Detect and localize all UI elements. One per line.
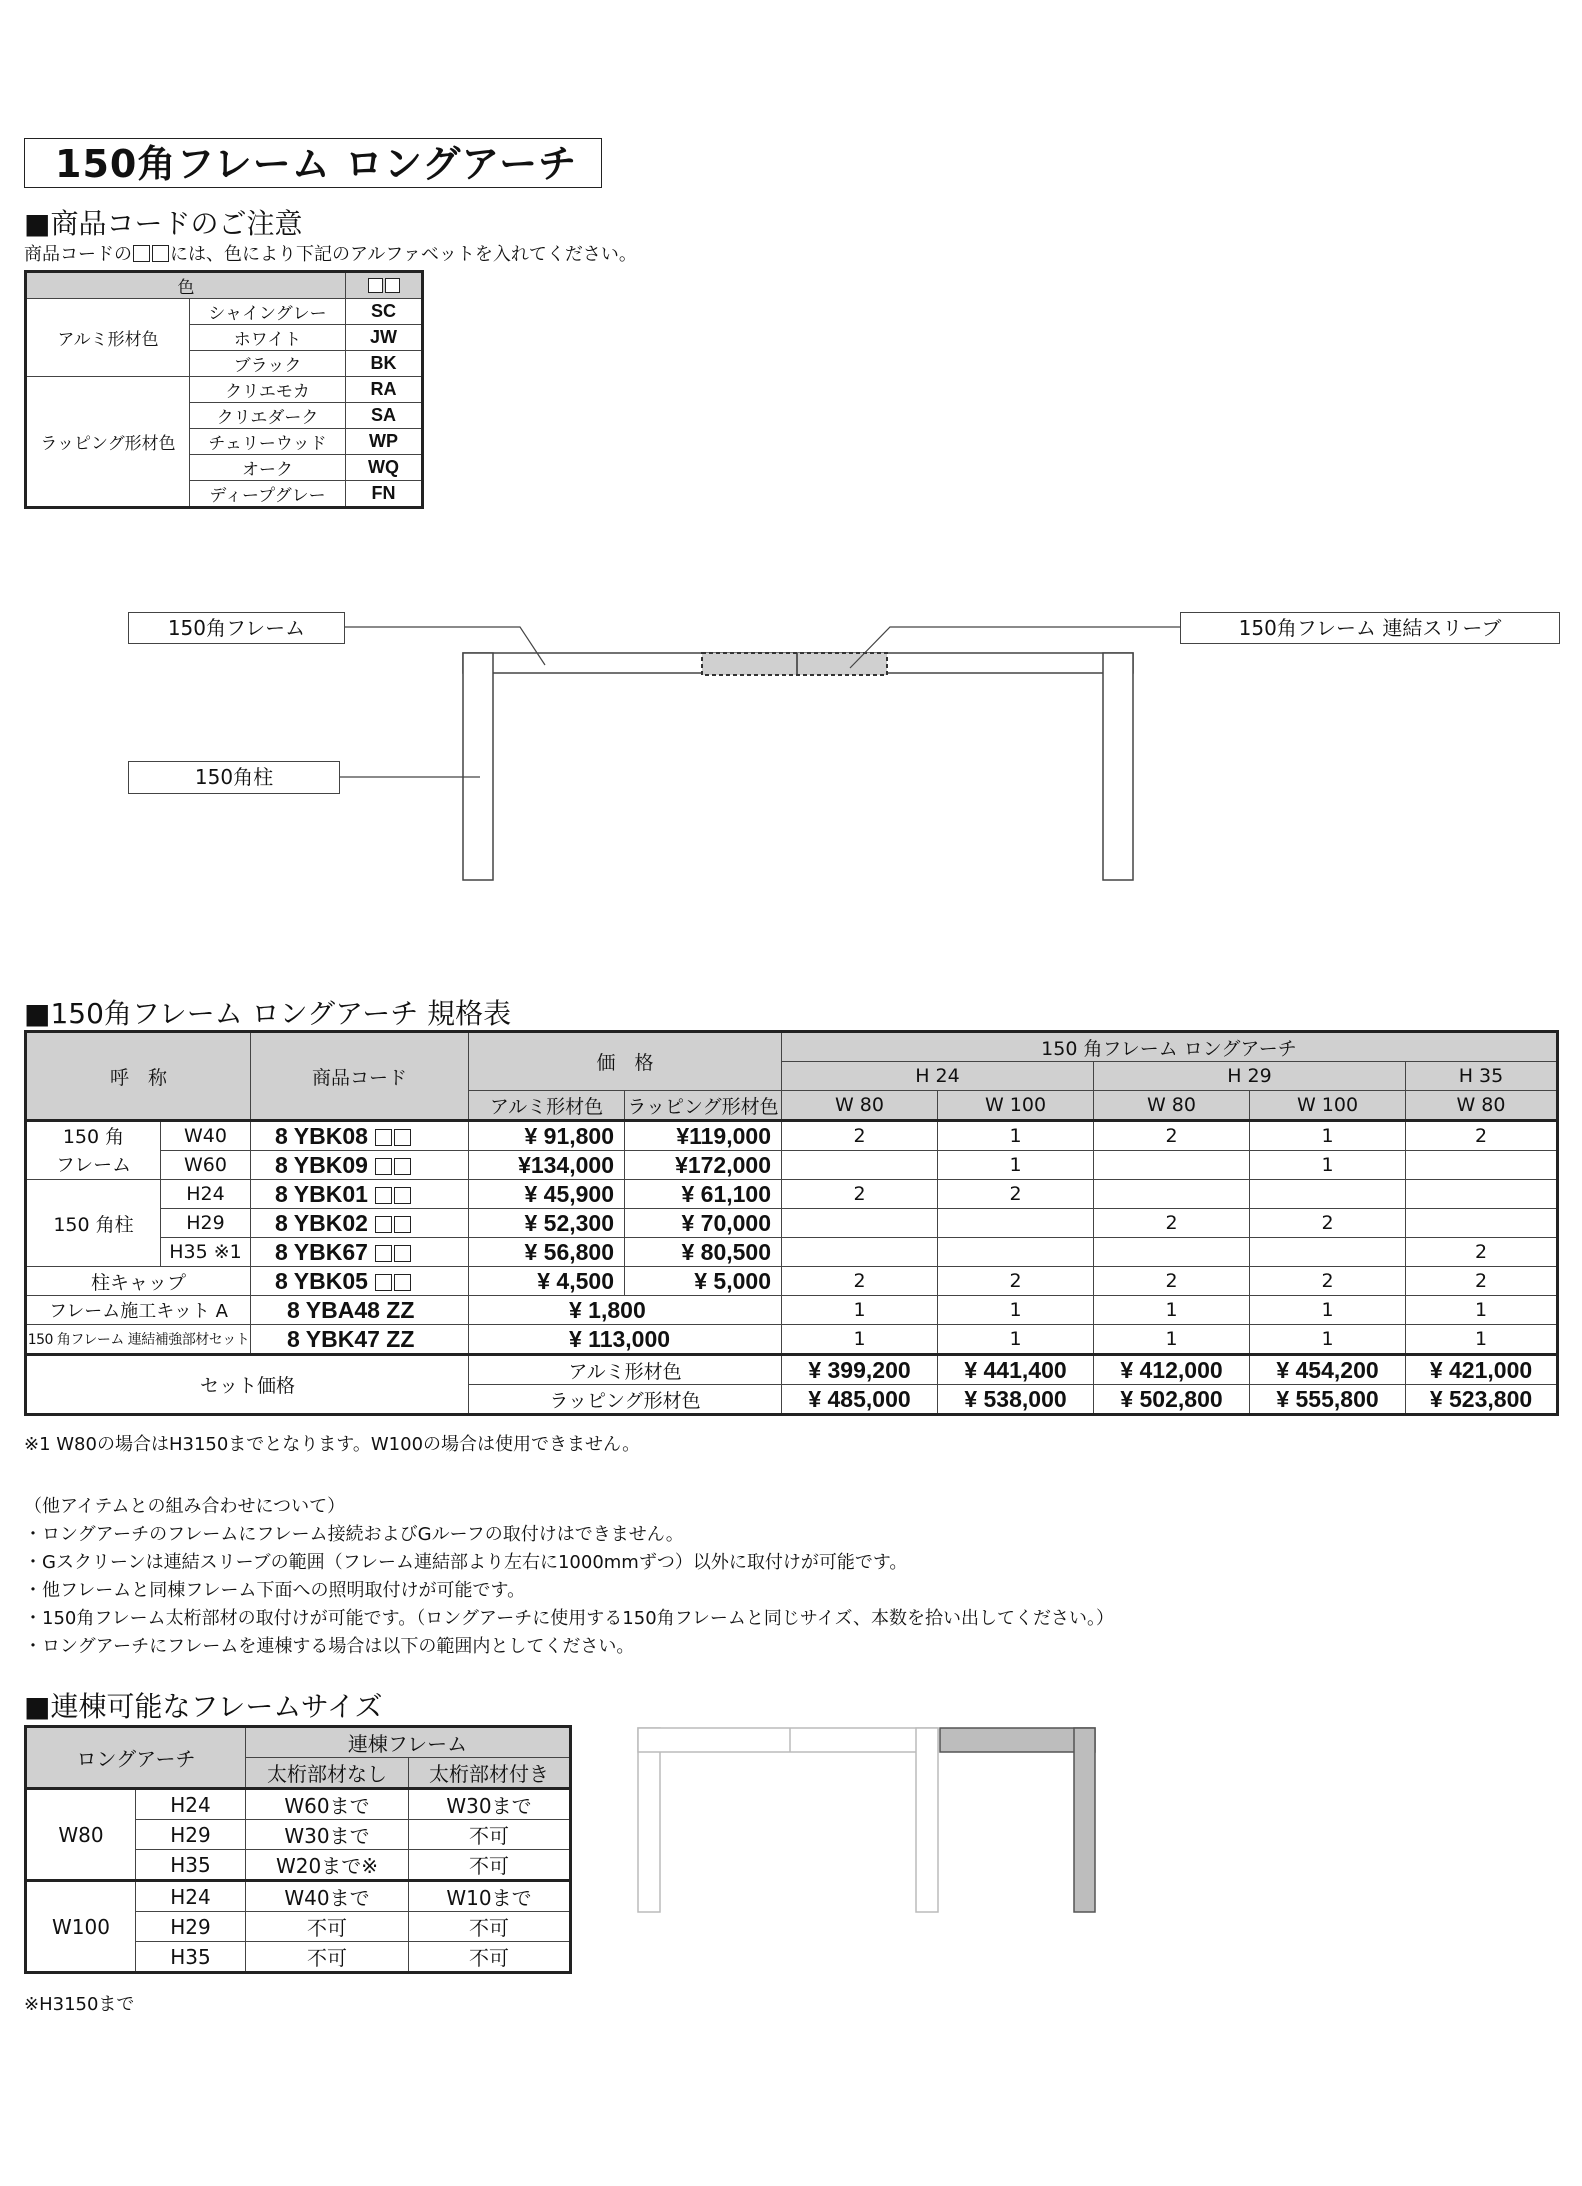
qty: 2 <box>938 1180 1094 1209</box>
h-price: 価 格 <box>469 1032 782 1091</box>
price-alu: ¥ 52,300 <box>469 1209 625 1238</box>
set-price: ¥ 538,000 <box>938 1385 1094 1415</box>
color-label: チェリーウッド <box>190 429 346 455</box>
color-label: ホワイト <box>190 325 346 351</box>
label-post: 150角柱 <box>128 761 340 794</box>
qty: 1 <box>1250 1151 1406 1180</box>
set-price: ¥ 485,000 <box>782 1385 938 1415</box>
product-code: 8 YBK08 <box>251 1121 469 1151</box>
qty: 1 <box>1250 1121 1406 1151</box>
width-group: W80 <box>26 1789 136 1881</box>
price-wrap: ¥ 61,100 <box>625 1180 782 1209</box>
product-code: 8 YBA48 ZZ <box>251 1296 469 1325</box>
h-product: 150 角フレーム ロングアーチ <box>782 1032 1558 1062</box>
height-cell: H29 <box>136 1820 246 1850</box>
sub-label: W40 <box>161 1121 251 1151</box>
no-beam-cell: W40まで <box>246 1881 409 1912</box>
qty: 2 <box>782 1121 938 1151</box>
color-code: FN <box>346 481 423 508</box>
no-beam-cell: 不可 <box>246 1912 409 1942</box>
qty: 1 <box>782 1325 938 1355</box>
item-label: フレーム施工キット A <box>26 1296 251 1325</box>
qty <box>938 1209 1094 1238</box>
h-width: W 80 <box>782 1091 938 1121</box>
group-frame: 150 角 フレーム <box>26 1121 161 1180</box>
qty: 1 <box>1094 1296 1250 1325</box>
h-linked-frame: 連棟フレーム <box>246 1727 571 1758</box>
qty <box>1406 1209 1558 1238</box>
beam-cell: 不可 <box>409 1942 571 1973</box>
note-line: （他アイテムとの組み合わせについて） <box>24 1496 346 1517</box>
set-price: ¥ 441,400 <box>938 1355 1094 1385</box>
qty: 1 <box>1250 1296 1406 1325</box>
price-alu: ¥134,000 <box>469 1151 625 1180</box>
qty: 2 <box>1094 1209 1250 1238</box>
h-alu: アルミ形材色 <box>469 1091 625 1121</box>
set-price: ¥ 555,800 <box>1250 1385 1406 1415</box>
color-code: SC <box>346 299 423 325</box>
code-notice-desc: 商品コードの には、色により下記のアルファベットを入れてください。 <box>24 244 637 265</box>
qty: 1 <box>782 1296 938 1325</box>
height-cell: H24 <box>136 1881 246 1912</box>
label-sleeve: 150角フレーム 連結スリーブ <box>1180 612 1560 644</box>
qty <box>782 1209 938 1238</box>
set-price: ¥ 502,800 <box>1094 1385 1250 1415</box>
color-col-header: 色 <box>26 272 346 299</box>
qty <box>1250 1238 1406 1267</box>
price-wrap: ¥ 70,000 <box>625 1209 782 1238</box>
linked-post <box>1074 1728 1095 1912</box>
h-height: H 24 <box>782 1062 1094 1091</box>
right-post-shape <box>1103 653 1133 880</box>
note-line: ・150角フレーム太桁部材の取付けが可能です。（ロングアーチに使用する150角フレームと同じサイズ、本数を拾い出してください。） <box>24 1608 1115 1629</box>
frame-size-footnote: ※H3150まで <box>24 1994 135 2015</box>
color-code: SA <box>346 403 423 429</box>
page-title: 150角フレーム ロングアーチ <box>24 138 602 188</box>
h-width: W 80 <box>1094 1091 1250 1121</box>
sub-label: H29 <box>161 1209 251 1238</box>
h-name: 呼 称 <box>26 1032 251 1121</box>
color-group-wrap: ラッピング形材色 <box>26 377 190 508</box>
price-alu: ¥ 91,800 <box>469 1121 625 1151</box>
qty: 1 <box>938 1121 1094 1151</box>
arch-left-post <box>638 1728 660 1912</box>
sleeve-shape <box>702 653 887 675</box>
qty: 1 <box>1406 1296 1558 1325</box>
set-row-label: アルミ形材色 <box>469 1355 782 1385</box>
sub-label: H35 ※1 <box>161 1238 251 1267</box>
color-label: ブラック <box>190 351 346 377</box>
color-group-alu: アルミ形材色 <box>26 299 190 377</box>
beam-cell: 不可 <box>409 1820 571 1850</box>
width-group: W100 <box>26 1881 136 1973</box>
h-width: W 100 <box>938 1091 1094 1121</box>
qty <box>1250 1180 1406 1209</box>
no-beam-cell: W60まで <box>246 1789 409 1820</box>
product-code: 8 YBK01 <box>251 1180 469 1209</box>
h-width: W 80 <box>1406 1091 1558 1121</box>
color-code: WP <box>346 429 423 455</box>
price-single: ¥ 1,800 <box>469 1296 782 1325</box>
beam-cell: W30まで <box>409 1789 571 1820</box>
product-code: 8 YBK05 <box>251 1267 469 1296</box>
h-code: 商品コード <box>251 1032 469 1121</box>
price-alu: ¥ 56,800 <box>469 1238 625 1267</box>
price-alu: ¥ 4,500 <box>469 1267 625 1296</box>
note-line: ・Gスクリーンは連結スリーブの範囲（フレーム連結部より左右に1000mmずつ）以外に取付けが可能です。 <box>24 1552 908 1573</box>
price-wrap: ¥172,000 <box>625 1151 782 1180</box>
price-wrap: ¥ 5,000 <box>625 1267 782 1296</box>
product-code: 8 YBK02 <box>251 1209 469 1238</box>
qty: 1 <box>938 1151 1094 1180</box>
left-post-shape <box>463 653 493 880</box>
note-line: ・他フレームと同棟フレーム下面への照明取付けが可能です。 <box>24 1580 526 1601</box>
qty: 2 <box>1094 1121 1250 1151</box>
color-label: クリエモカ <box>190 377 346 403</box>
qty: 2 <box>1406 1238 1558 1267</box>
beam-cell: 不可 <box>409 1912 571 1942</box>
set-price: ¥ 421,000 <box>1406 1355 1558 1385</box>
set-price: ¥ 454,200 <box>1250 1355 1406 1385</box>
h-no-beam: 太桁部材なし <box>246 1758 409 1789</box>
qty: 2 <box>782 1180 938 1209</box>
qty: 1 <box>1094 1325 1250 1355</box>
sub-label: H24 <box>161 1180 251 1209</box>
qty <box>1094 1238 1250 1267</box>
qty <box>1094 1151 1250 1180</box>
color-code: RA <box>346 377 423 403</box>
set-price-label: セット価格 <box>26 1355 469 1415</box>
h-wrap: ラッピング形材色 <box>625 1091 782 1121</box>
arch-right-post <box>916 1728 938 1912</box>
spec-footnote: ※1 W80の場合はH3150までとなります。W100の場合は使用できません。 <box>24 1434 641 1455</box>
qty <box>1406 1180 1558 1209</box>
h-with-beam: 太桁部材付き <box>409 1758 571 1789</box>
label-frame: 150角フレーム <box>128 612 345 644</box>
item-label: 柱キャップ <box>26 1267 251 1296</box>
color-label: ディープグレー <box>190 481 346 508</box>
group-post: 150 角柱 <box>26 1180 161 1267</box>
set-price: ¥ 399,200 <box>782 1355 938 1385</box>
set-row-label: ラッピング形材色 <box>469 1385 782 1415</box>
no-beam-cell: W20まで※ <box>246 1850 409 1881</box>
color-label: オーク <box>190 455 346 481</box>
color-code: JW <box>346 325 423 351</box>
product-code: 8 YBK47 ZZ <box>251 1325 469 1355</box>
sub-label: W60 <box>161 1151 251 1180</box>
qty <box>1094 1180 1250 1209</box>
qty: 1 <box>1406 1325 1558 1355</box>
qty: 2 <box>782 1267 938 1296</box>
price-alu: ¥ 45,900 <box>469 1180 625 1209</box>
qty: 2 <box>1094 1267 1250 1296</box>
product-code: 8 YBK09 <box>251 1151 469 1180</box>
no-beam-cell: 不可 <box>246 1942 409 1973</box>
h-width: W 100 <box>1250 1091 1406 1121</box>
qty: 2 <box>938 1267 1094 1296</box>
color-code: WQ <box>346 455 423 481</box>
linked-frame-diagram <box>630 1720 1110 1920</box>
no-beam-cell: W30まで <box>246 1820 409 1850</box>
color-label: クリエダーク <box>190 403 346 429</box>
frame-size-heading: ■連棟可能なフレームサイズ <box>24 1690 383 1723</box>
product-code: 8 YBK67 <box>251 1238 469 1267</box>
spec-table <box>24 1030 1559 1416</box>
color-code: BK <box>346 351 423 377</box>
height-cell: H24 <box>136 1789 246 1820</box>
height-cell: H29 <box>136 1912 246 1942</box>
qty: 1 <box>938 1325 1094 1355</box>
set-price: ¥ 523,800 <box>1406 1385 1558 1415</box>
combination-notes <box>24 1493 1114 1661</box>
beam-cell: W10まで <box>409 1881 571 1912</box>
spec-heading: ■150角フレーム ロングアーチ 規格表 <box>24 997 512 1030</box>
qty: 2 <box>1406 1267 1558 1296</box>
color-code-table <box>24 270 424 509</box>
h-long-arch: ロングアーチ <box>26 1727 246 1789</box>
linked-beam <box>940 1728 1095 1752</box>
set-price: ¥ 412,000 <box>1094 1355 1250 1385</box>
frame-size-table <box>24 1725 572 1974</box>
qty <box>938 1238 1094 1267</box>
qty: 2 <box>1406 1121 1558 1151</box>
price-wrap: ¥119,000 <box>625 1121 782 1151</box>
price-single: ¥ 113,000 <box>469 1325 782 1355</box>
item-label: 150 角フレーム 連結補強部材セット <box>26 1325 251 1355</box>
qty: 1 <box>938 1296 1094 1325</box>
qty <box>1406 1151 1558 1180</box>
color-label: シャイングレー <box>190 299 346 325</box>
note-line: ・ロングアーチにフレームを連棟する場合は以下の範囲内としてください。 <box>24 1636 635 1657</box>
qty: 2 <box>1250 1267 1406 1296</box>
h-height: H 35 <box>1406 1062 1558 1091</box>
h-height: H 29 <box>1094 1062 1406 1091</box>
qty <box>782 1238 938 1267</box>
qty <box>782 1151 938 1180</box>
height-cell: H35 <box>136 1942 246 1973</box>
arch-beam <box>638 1728 938 1752</box>
qty: 2 <box>1250 1209 1406 1238</box>
beam-cell: 不可 <box>409 1850 571 1881</box>
qty: 1 <box>1250 1325 1406 1355</box>
code-notice-heading: ■商品コードのご注意 <box>24 207 303 240</box>
price-wrap: ¥ 80,500 <box>625 1238 782 1267</box>
height-cell: H35 <box>136 1850 246 1881</box>
note-line: ・ロングアーチのフレームにフレーム接続およびGルーフの取付けはできません。 <box>24 1524 684 1545</box>
